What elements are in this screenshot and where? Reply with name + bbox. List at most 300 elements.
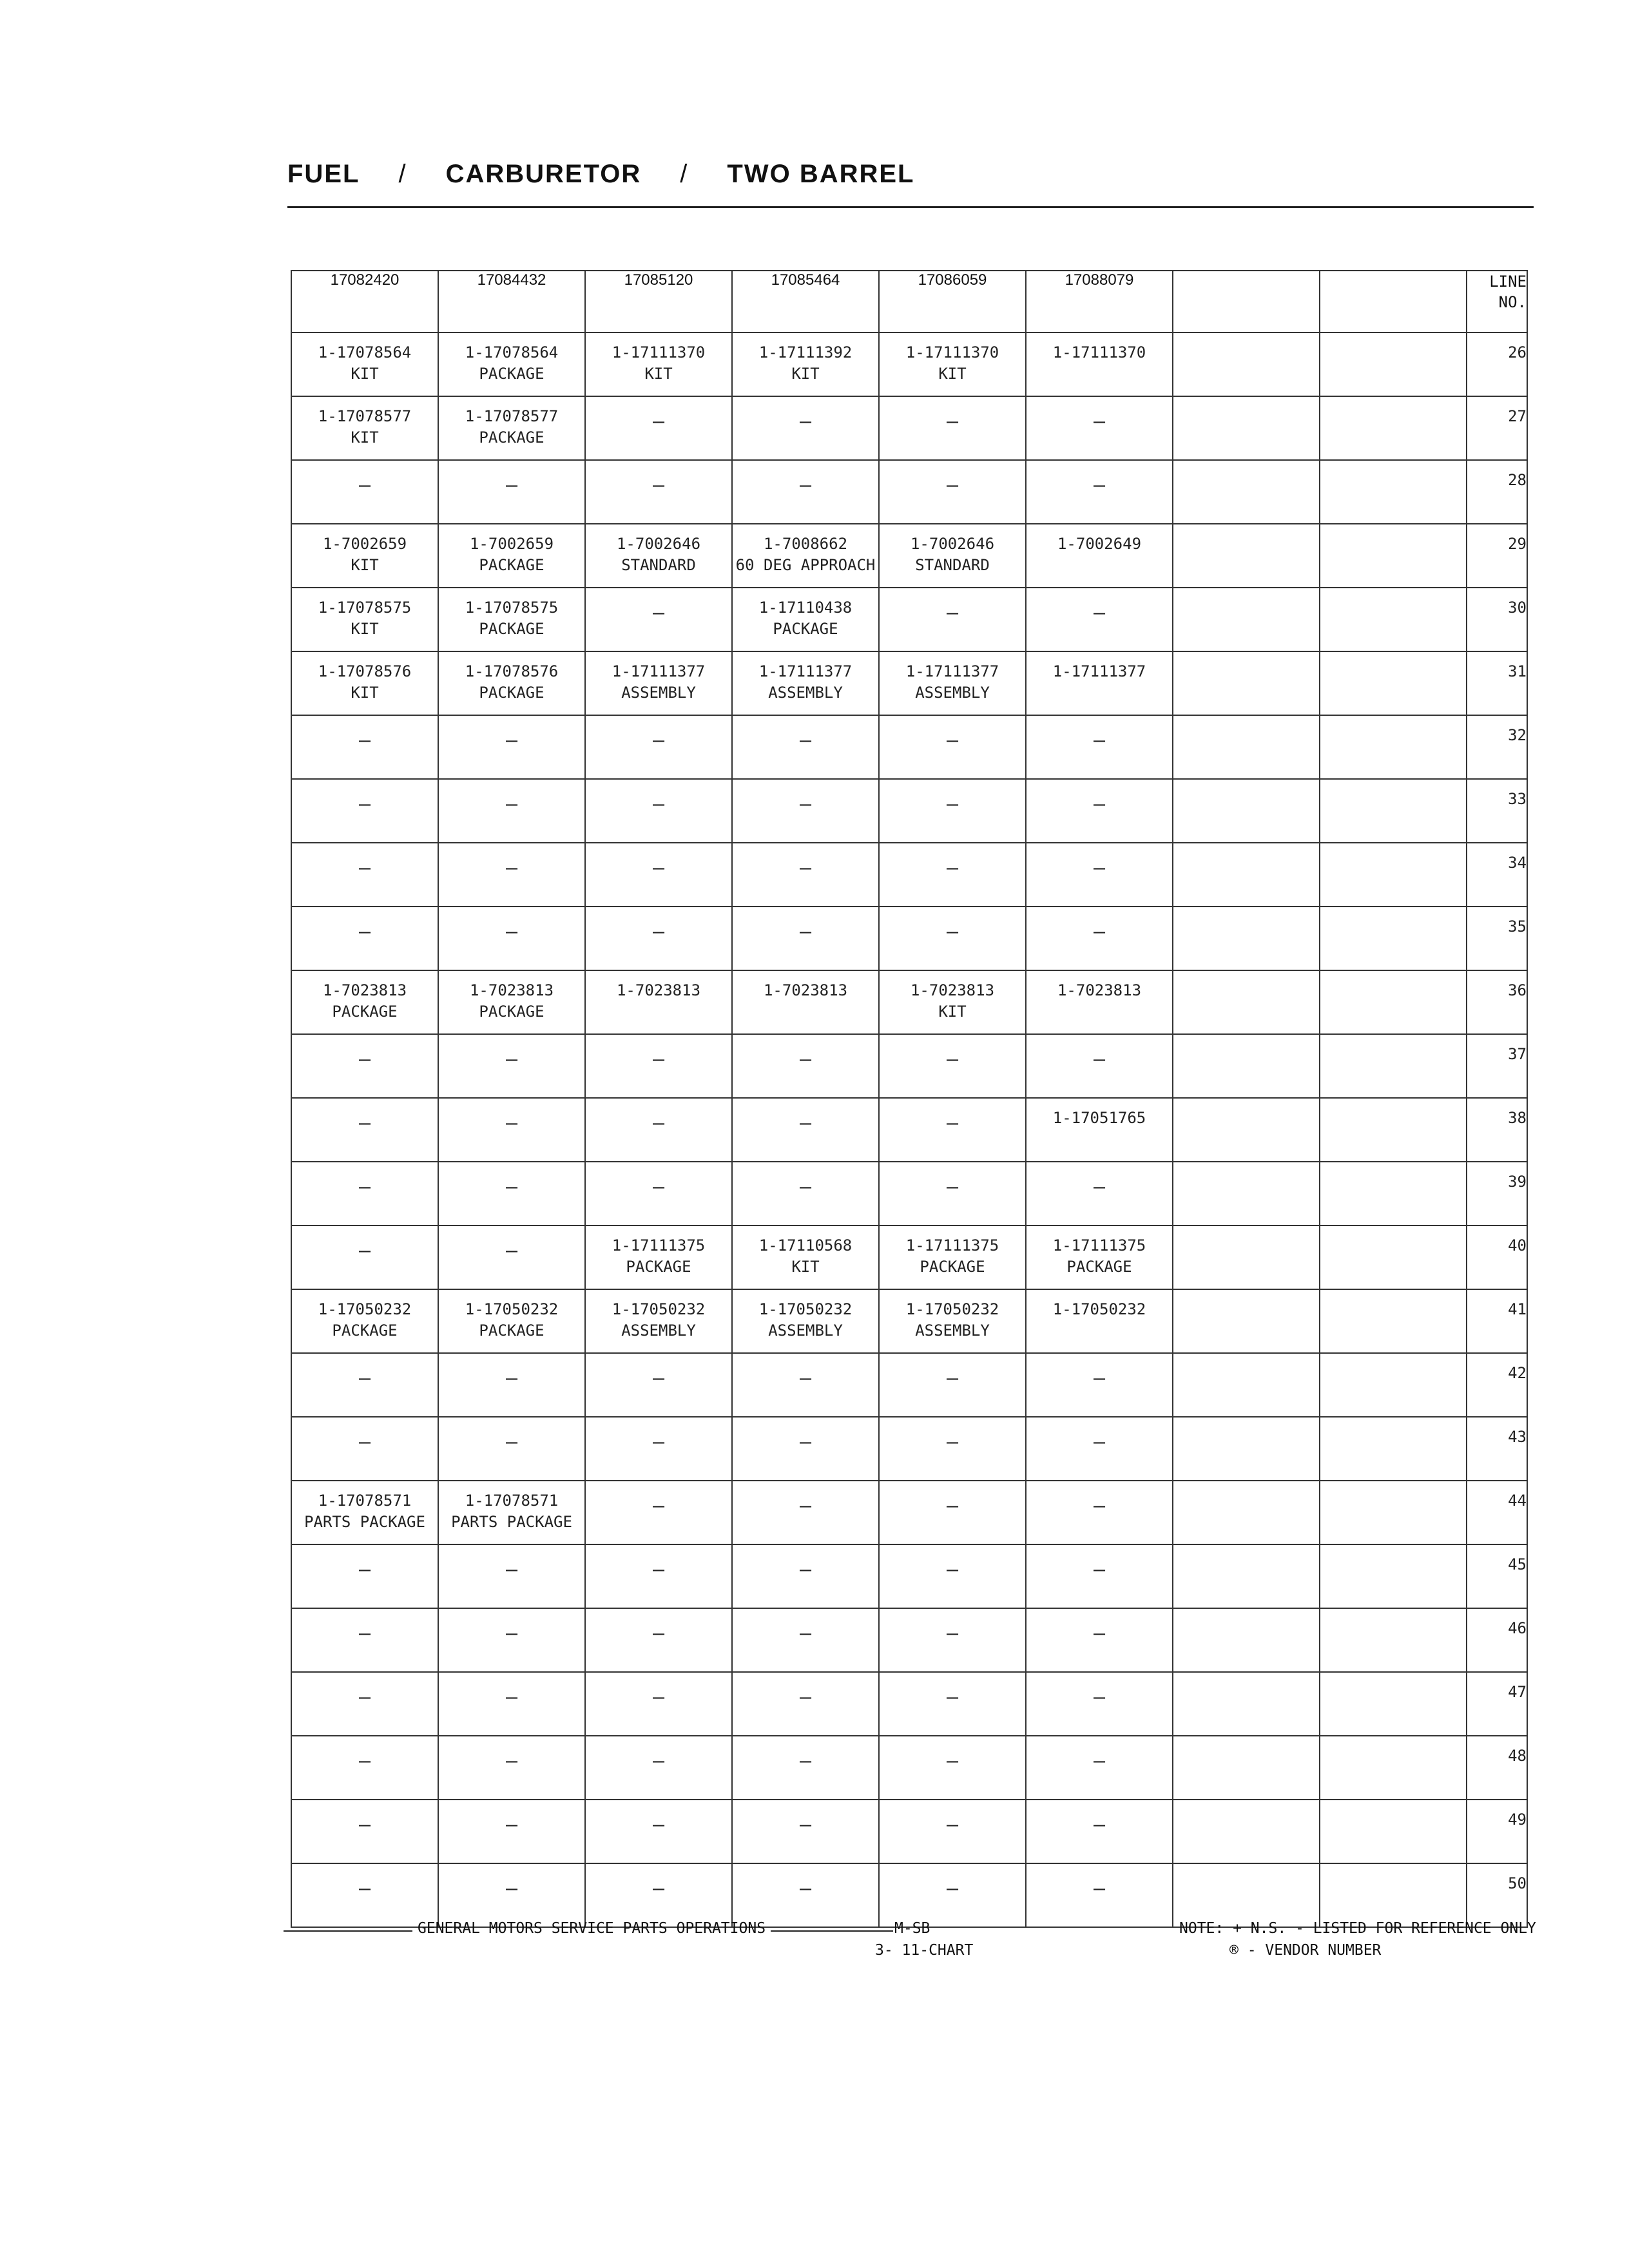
cell-text: — xyxy=(505,1814,518,1836)
cell-text: — xyxy=(946,793,959,816)
table-cell xyxy=(1320,1863,1467,1927)
cell-text: 1-17111377 xyxy=(758,662,853,680)
cell-text: KIT xyxy=(351,620,379,638)
cell-text: 1-17050232 xyxy=(465,1300,559,1318)
table-cell xyxy=(1173,524,1320,588)
cell-text: 1-17078576 xyxy=(318,662,412,680)
table-cell xyxy=(438,1289,585,1353)
table-cell xyxy=(438,1417,585,1481)
cell-text: 1-17050232 xyxy=(318,1300,412,1318)
line-number xyxy=(1467,1225,1527,1289)
table-row xyxy=(291,1863,1527,1927)
cell-text: — xyxy=(946,1367,959,1390)
cell-text: — xyxy=(358,1367,371,1390)
cell-text: 1-17111377 xyxy=(905,662,999,680)
table-cell xyxy=(291,1608,438,1672)
table-cell xyxy=(732,1863,879,1927)
cell-text: 1-17050232 xyxy=(758,1300,853,1318)
table-cell xyxy=(1026,332,1173,396)
table-cell xyxy=(879,779,1026,843)
table-row xyxy=(291,1608,1527,1672)
cell-text: — xyxy=(799,1559,812,1581)
line-number-text: 41 xyxy=(1508,1300,1527,1318)
table-cell xyxy=(1173,907,1320,970)
cell-text: KIT xyxy=(351,428,379,447)
table-cell xyxy=(732,907,879,970)
cell-text: 1-17051765 xyxy=(1052,1109,1146,1127)
line-header-text: NO. xyxy=(1498,293,1527,311)
cell-text: — xyxy=(358,1814,371,1836)
table-cell xyxy=(879,524,1026,588)
cell-text: 1-17110438 xyxy=(758,599,853,617)
line-number-text: 29 xyxy=(1508,535,1527,553)
cell-text: — xyxy=(358,857,371,879)
table-cell xyxy=(585,460,732,524)
table-cell xyxy=(585,524,732,588)
table-cell xyxy=(291,1736,438,1800)
cell-text: — xyxy=(358,1559,371,1581)
table-cell xyxy=(732,1289,879,1353)
cell-text: — xyxy=(358,1048,371,1071)
cell-text: — xyxy=(799,1112,812,1135)
cell-text: — xyxy=(652,1878,665,1900)
column-header: 17082420 xyxy=(291,271,438,332)
table-row xyxy=(291,396,1527,460)
table-cell xyxy=(1026,524,1173,588)
cell-text: KIT xyxy=(791,1258,820,1276)
cell-text: — xyxy=(1093,1176,1106,1198)
cell-text: — xyxy=(1093,793,1106,816)
table-cell xyxy=(585,1736,732,1800)
cell-text: PACKAGE xyxy=(479,620,545,638)
line-number xyxy=(1467,460,1527,524)
table-cell xyxy=(1320,779,1467,843)
line-number-text: 34 xyxy=(1508,854,1527,872)
table-row xyxy=(291,332,1527,396)
cell-text: PACKAGE xyxy=(920,1258,985,1276)
line-number xyxy=(1467,779,1527,843)
table-cell xyxy=(291,1353,438,1417)
table-cell xyxy=(291,1481,438,1544)
column-header: 17084432 xyxy=(438,271,585,332)
cell-text: — xyxy=(652,1750,665,1773)
line-number xyxy=(1467,715,1527,779)
table-cell xyxy=(438,460,585,524)
table-cell xyxy=(585,1800,732,1863)
line-number-text: 49 xyxy=(1508,1811,1527,1829)
table-cell xyxy=(1173,1672,1320,1736)
line-number xyxy=(1467,1162,1527,1225)
parts-chart-table xyxy=(291,270,1528,1928)
cell-text: — xyxy=(946,857,959,879)
footer-note: NOTE: + N.S. - LISTED FOR REFERENCE ONLY xyxy=(1179,1920,1536,1937)
cell-text: — xyxy=(358,1686,371,1709)
table-cell xyxy=(732,970,879,1034)
line-number xyxy=(1467,588,1527,651)
footer-code: M-SB xyxy=(894,1920,930,1937)
line-number xyxy=(1467,907,1527,970)
cell-text: 1-17110568 xyxy=(758,1236,853,1254)
table-cell xyxy=(438,907,585,970)
table-cell xyxy=(1026,1672,1173,1736)
line-number xyxy=(1467,1034,1527,1098)
cell-text: 1-17111377 xyxy=(1052,662,1146,680)
cell-text: — xyxy=(652,1112,665,1135)
cell-text: 1-17050232 xyxy=(612,1300,706,1318)
cell-text: — xyxy=(358,1878,371,1900)
table-cell xyxy=(1173,1863,1320,1927)
title-separator: / xyxy=(680,160,689,188)
table-cell xyxy=(1026,779,1173,843)
table-cell xyxy=(1173,460,1320,524)
line-number xyxy=(1467,1608,1527,1672)
cell-text: — xyxy=(358,793,371,816)
table-cell xyxy=(879,1736,1026,1800)
line-number-text: 35 xyxy=(1508,918,1527,936)
table-cell xyxy=(879,843,1026,907)
table-cell xyxy=(1320,1417,1467,1481)
cell-text: — xyxy=(1093,1495,1106,1517)
table-cell xyxy=(1026,970,1173,1034)
table-cell xyxy=(879,970,1026,1034)
table-cell xyxy=(1173,1736,1320,1800)
table-cell xyxy=(438,1608,585,1672)
line-number-text: 46 xyxy=(1508,1619,1527,1637)
cell-text: 1-17111370 xyxy=(905,343,999,361)
title-separator: / xyxy=(398,160,407,188)
line-number-header xyxy=(1467,271,1527,332)
cell-text: — xyxy=(799,1750,812,1773)
table-cell xyxy=(732,1672,879,1736)
cell-text: — xyxy=(505,1431,518,1454)
table-cell xyxy=(879,1481,1026,1544)
cell-text: — xyxy=(799,921,812,943)
table-cell xyxy=(1173,651,1320,715)
table-cell xyxy=(879,1034,1026,1098)
table-cell xyxy=(438,651,585,715)
cell-text: KIT xyxy=(351,365,379,383)
cell-text: — xyxy=(505,1878,518,1900)
table-cell xyxy=(732,524,879,588)
table-cell xyxy=(1026,460,1173,524)
cell-text: — xyxy=(1093,1814,1106,1836)
cell-text: 1-7008662 xyxy=(763,535,848,553)
table-cell xyxy=(291,843,438,907)
line-number xyxy=(1467,970,1527,1034)
line-number xyxy=(1467,1353,1527,1417)
cell-text: — xyxy=(652,1176,665,1198)
cell-text: 1-17111392 xyxy=(758,343,853,361)
cell-text: — xyxy=(1093,602,1106,624)
table-row xyxy=(291,1289,1527,1353)
table-cell xyxy=(585,1225,732,1289)
cell-text: — xyxy=(1093,1878,1106,1900)
table-cell xyxy=(1320,651,1467,715)
cell-text: — xyxy=(946,1622,959,1645)
cell-text: — xyxy=(652,857,665,879)
column-header xyxy=(1320,271,1467,332)
table-cell xyxy=(1320,1608,1467,1672)
table-cell xyxy=(438,1034,585,1098)
table-cell xyxy=(291,1034,438,1098)
table-cell xyxy=(1320,1225,1467,1289)
line-number-text: 42 xyxy=(1508,1364,1527,1382)
table-cell xyxy=(585,779,732,843)
cell-text: 1-17078577 xyxy=(465,407,559,425)
line-number xyxy=(1467,1098,1527,1162)
table-row xyxy=(291,1544,1527,1608)
line-number-text: 40 xyxy=(1508,1236,1527,1254)
table-cell xyxy=(585,970,732,1034)
table-cell xyxy=(1173,779,1320,843)
cell-text: PACKAGE xyxy=(479,556,545,574)
cell-text: — xyxy=(652,1431,665,1454)
table-row xyxy=(291,524,1527,588)
table-cell xyxy=(1173,1608,1320,1672)
table-cell xyxy=(1026,1289,1173,1353)
table-cell xyxy=(1026,396,1173,460)
footer-rule xyxy=(284,1930,412,1932)
table-cell xyxy=(585,1544,732,1608)
cell-text: — xyxy=(946,1559,959,1581)
cell-text: 1-17111370 xyxy=(1052,343,1146,361)
table-cell xyxy=(1173,332,1320,396)
table-cell xyxy=(732,1034,879,1098)
table-cell xyxy=(1026,1353,1173,1417)
table-cell xyxy=(1173,1162,1320,1225)
table-cell xyxy=(879,907,1026,970)
table-cell xyxy=(732,1608,879,1672)
line-number xyxy=(1467,1481,1527,1544)
cell-text: — xyxy=(652,1622,665,1645)
table-cell xyxy=(438,1162,585,1225)
cell-text: — xyxy=(652,474,665,497)
column-header: 17086059 xyxy=(879,271,1026,332)
cell-text: 1-7023813 xyxy=(322,981,407,999)
table-row xyxy=(291,651,1527,715)
line-number-text: 39 xyxy=(1508,1173,1527,1191)
cell-text: 1-7002646 xyxy=(616,535,701,553)
table-cell xyxy=(1173,1098,1320,1162)
table-cell xyxy=(438,396,585,460)
table-cell xyxy=(438,970,585,1034)
table-cell xyxy=(732,1162,879,1225)
cell-text: — xyxy=(505,793,518,816)
cell-text: — xyxy=(1093,1367,1106,1390)
cell-text: PARTS PACKAGE xyxy=(451,1513,572,1531)
table-row xyxy=(291,779,1527,843)
cell-text: KIT xyxy=(351,684,379,702)
cell-text: ASSEMBLY xyxy=(768,1321,843,1340)
cell-text: — xyxy=(505,1048,518,1071)
cell-text: 1-17111375 xyxy=(905,1236,999,1254)
table-cell xyxy=(291,588,438,651)
cell-text: — xyxy=(358,1112,371,1135)
cell-text: — xyxy=(505,1750,518,1773)
table-cell xyxy=(1320,588,1467,651)
table-cell xyxy=(1320,1544,1467,1608)
table-cell xyxy=(585,1098,732,1162)
title-two-barrel: TWO BARREL xyxy=(727,160,915,188)
cell-text: — xyxy=(652,921,665,943)
cell-text: — xyxy=(652,1559,665,1581)
table-cell xyxy=(732,332,879,396)
cell-text: KIT xyxy=(938,1003,967,1021)
table-cell xyxy=(438,1736,585,1800)
cell-text: — xyxy=(799,857,812,879)
cell-text: — xyxy=(505,1559,518,1581)
table-cell xyxy=(1026,1162,1173,1225)
line-number xyxy=(1467,524,1527,588)
cell-text: — xyxy=(799,1495,812,1517)
table-cell xyxy=(291,1417,438,1481)
table-cell xyxy=(585,1353,732,1417)
table-cell xyxy=(291,524,438,588)
cell-text: — xyxy=(1093,1048,1106,1071)
footer-vendor-note: ® - VENDOR NUMBER xyxy=(1229,1942,1382,1959)
table-cell xyxy=(1026,1608,1173,1672)
table-cell xyxy=(1026,1225,1173,1289)
cell-text: — xyxy=(799,410,812,433)
table-row xyxy=(291,1481,1527,1544)
cell-text: 1-17078575 xyxy=(465,599,559,617)
cell-text: 1-17078571 xyxy=(318,1492,412,1510)
page-title xyxy=(287,160,1563,189)
table-cell xyxy=(585,907,732,970)
cell-text: — xyxy=(1093,1686,1106,1709)
table-cell xyxy=(879,1544,1026,1608)
cell-text: PACKAGE xyxy=(479,1003,545,1021)
cell-text: — xyxy=(946,474,959,497)
table-cell xyxy=(879,1800,1026,1863)
table-cell xyxy=(1320,1353,1467,1417)
cell-text: 1-7002659 xyxy=(469,535,554,553)
cell-text: PACKAGE xyxy=(332,1321,398,1340)
table-cell xyxy=(1320,1736,1467,1800)
table-cell xyxy=(1026,1800,1173,1863)
table-cell xyxy=(1173,1353,1320,1417)
column-header: 17088079 xyxy=(1026,271,1173,332)
cell-text: — xyxy=(652,729,665,752)
cell-text: — xyxy=(799,1048,812,1071)
cell-text: — xyxy=(946,1048,959,1071)
cell-text: ASSEMBLY xyxy=(915,684,990,702)
line-number xyxy=(1467,332,1527,396)
cell-text: — xyxy=(358,1176,371,1198)
table-cell xyxy=(1173,1544,1320,1608)
cell-text: — xyxy=(505,1686,518,1709)
table-cell xyxy=(585,1162,732,1225)
table-cell xyxy=(585,1417,732,1481)
cell-text: — xyxy=(505,857,518,879)
table-cell xyxy=(1026,843,1173,907)
table-cell xyxy=(1026,1736,1173,1800)
cell-text: — xyxy=(946,1750,959,1773)
cell-text: KIT xyxy=(351,556,379,574)
cell-text: — xyxy=(1093,1750,1106,1773)
cell-text: 60 DEG APPROACH xyxy=(735,556,876,574)
line-number xyxy=(1467,1672,1527,1736)
cell-text: — xyxy=(1093,1559,1106,1581)
cell-text: — xyxy=(1093,729,1106,752)
table-cell xyxy=(291,396,438,460)
cell-text: — xyxy=(505,1112,518,1135)
cell-text: — xyxy=(358,1622,371,1645)
table-cell xyxy=(1173,1289,1320,1353)
line-number-text: 38 xyxy=(1508,1109,1527,1127)
cell-text: ASSEMBLY xyxy=(621,684,696,702)
cell-text: 1-7023813 xyxy=(1057,981,1142,999)
table-row xyxy=(291,715,1527,779)
line-number xyxy=(1467,1736,1527,1800)
cell-text: ASSEMBLY xyxy=(915,1321,990,1340)
cell-text: — xyxy=(946,921,959,943)
table-cell xyxy=(1320,907,1467,970)
line-number xyxy=(1467,1544,1527,1608)
table-cell xyxy=(291,715,438,779)
table-cell xyxy=(585,588,732,651)
table-cell xyxy=(1026,588,1173,651)
line-number-text: 30 xyxy=(1508,599,1527,617)
table-cell xyxy=(291,1098,438,1162)
column-header: 17085120 xyxy=(585,271,732,332)
cell-text: — xyxy=(1093,1431,1106,1454)
table-cell xyxy=(1026,1098,1173,1162)
table-cell xyxy=(1320,970,1467,1034)
table-cell xyxy=(1320,1034,1467,1098)
cell-text: ASSEMBLY xyxy=(768,684,843,702)
table-cell xyxy=(879,396,1026,460)
cell-text: — xyxy=(505,1367,518,1390)
table-cell xyxy=(1320,332,1467,396)
table-cell xyxy=(879,1353,1026,1417)
table-row xyxy=(291,1225,1527,1289)
table-cell xyxy=(291,1162,438,1225)
table-cell xyxy=(732,1736,879,1800)
table-cell xyxy=(585,1481,732,1544)
cell-text: — xyxy=(358,474,371,497)
cell-text: — xyxy=(505,474,518,497)
line-number xyxy=(1467,843,1527,907)
cell-text: 1-17078577 xyxy=(318,407,412,425)
table-cell xyxy=(879,651,1026,715)
table-cell xyxy=(1320,460,1467,524)
table-cell xyxy=(1320,1098,1467,1162)
cell-text: — xyxy=(652,1495,665,1517)
table-cell xyxy=(1026,1034,1173,1098)
cell-text: — xyxy=(652,602,665,624)
cell-text: — xyxy=(505,1176,518,1198)
cell-text: — xyxy=(505,921,518,943)
table-cell xyxy=(438,1672,585,1736)
table-cell xyxy=(1026,651,1173,715)
line-number xyxy=(1467,396,1527,460)
table-cell xyxy=(1173,1481,1320,1544)
cell-text: — xyxy=(799,474,812,497)
cell-text: 1-17050232 xyxy=(905,1300,999,1318)
table-cell xyxy=(291,1800,438,1863)
cell-text: — xyxy=(358,729,371,752)
table-cell xyxy=(291,970,438,1034)
table-cell xyxy=(732,1417,879,1481)
table-cell xyxy=(291,1863,438,1927)
cell-text: STANDARD xyxy=(915,556,990,574)
table-cell xyxy=(732,715,879,779)
cell-text: — xyxy=(946,602,959,624)
table-row xyxy=(291,907,1527,970)
table-cell xyxy=(732,1481,879,1544)
table-cell xyxy=(1026,1863,1173,1927)
